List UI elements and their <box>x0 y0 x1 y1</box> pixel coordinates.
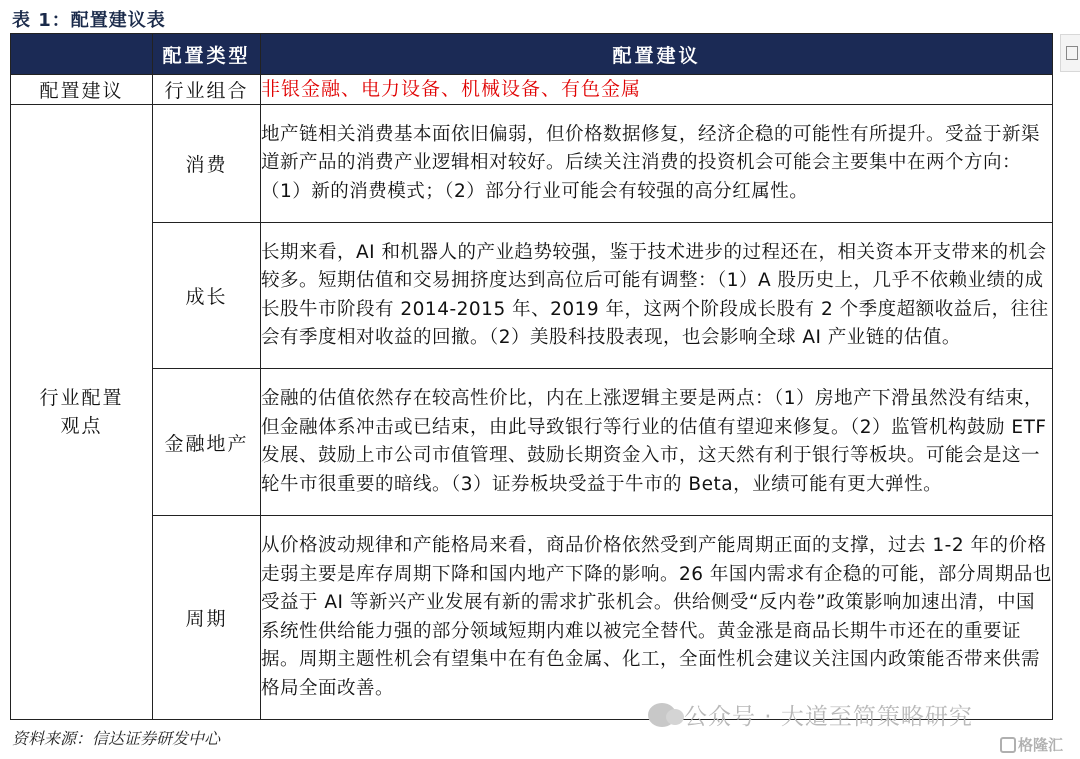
cyclical-content: 从价格波动规律和产能格局来看，商品价格依然受到产能周期正面的支撑，过去 1-2 年的价格走弱主要是库存周期下降和国内地产下降的影响。26 年国内需求有企稳的可能，部分周期品也受益于 AI 等新兴产业发展有新的需求扩张机会。供给侧受“反内卷”政策影响加速出清，中国系统性供给能力强的部分领域短期内难以被完全替代。黄金涨是商品长期牛市还在的重要证据。周期主题性机会有望集中在有色金属、化工，全面性机会建议关注国内政策能否带来供需格局全面改善。 <box>261 516 1053 720</box>
watermark-text: 公众号 · 大道至简策略研究 <box>684 704 973 730</box>
header-type: 配置类型 <box>153 34 261 75</box>
wechat-icon <box>648 703 676 727</box>
table-row-consumption <box>11 105 1053 223</box>
growth-content: 长期来看，AI 和机器人的产业趋势较强，鉴于技术进步的过程还在，相关资本开支带来的机会较多。短期估值和交易拥挤度达到高位后可能有调整：（1）A 股历史上，几乎不依赖业绩的成长股牛市阶段有 2014-2015 年、2019 年，这两个阶段成长股有 2 个季度超额收益后，往往会有季度相对收益的回撤。（2）美股科技股表现，也会影响全球 AI 产业链的估值。 <box>261 223 1053 369</box>
table-row-finance <box>11 369 1053 516</box>
industry-view-label: 行业配置观点 <box>39 387 124 437</box>
header-advice: 配置建议 <box>261 34 1053 75</box>
header-blank-cell <box>11 34 153 75</box>
side-panel-icon[interactable] <box>1060 34 1080 72</box>
finance-realestate-content: 金融的估值依然存在较高性价比，内在上涨逻辑主要是两点：（1）房地产下滑虽然没有结束，但金融体系冲击或已结束，由此导致银行等行业的估值有望迎来修复。（2）监管机构鼓励 ETF 发展、鼓励上市公司市值管理、鼓励长期资金入市，这天然有利于银行等板块。可能会是这一轮牛市很重要的暗线。（3）证券板块受益于牛市的 Beta，业绩可能有更大弹性。 <box>261 369 1053 516</box>
type-growth: 成长 <box>153 223 261 369</box>
table-row-growth <box>11 223 1053 369</box>
table-row-cyclical <box>11 516 1053 720</box>
gelonghui-text: 格隆汇 <box>1018 736 1064 754</box>
table-row-allocation <box>11 75 1053 105</box>
type-cyclical: 周期 <box>153 516 261 720</box>
category-allocation: 配置建议 <box>11 75 153 105</box>
consumption-content: 地产链相关消费基本面依旧偏弱，但价格数据修复，经济企稳的可能性有所提升。受益于新渠道新产品的消费产业逻辑相对较好。后续关注消费的投资机会可能会主要集中在两个方向：（1）新的消费模式；（2）部分行业可能会有较强的高分红属性。 <box>261 105 1053 223</box>
source-note: 资料来源：信达证券研发中心 <box>12 729 221 748</box>
type-finance-realestate: 金融地产 <box>153 369 261 516</box>
category-industry-view <box>11 105 153 720</box>
table-caption: 表 1：配置建议表 <box>12 10 166 31</box>
table-header-row <box>11 34 1053 75</box>
allocation-table <box>10 33 1053 720</box>
wechat-watermark <box>648 698 973 731</box>
industry-portfolio-content: 非银金融、电力设备、机械设备、有色金属 <box>261 75 1053 105</box>
type-industry-portfolio: 行业组合 <box>153 75 261 105</box>
type-consumption: 消费 <box>153 105 261 223</box>
gelonghui-mark-icon <box>1000 737 1016 753</box>
gelonghui-logo <box>1000 734 1063 755</box>
